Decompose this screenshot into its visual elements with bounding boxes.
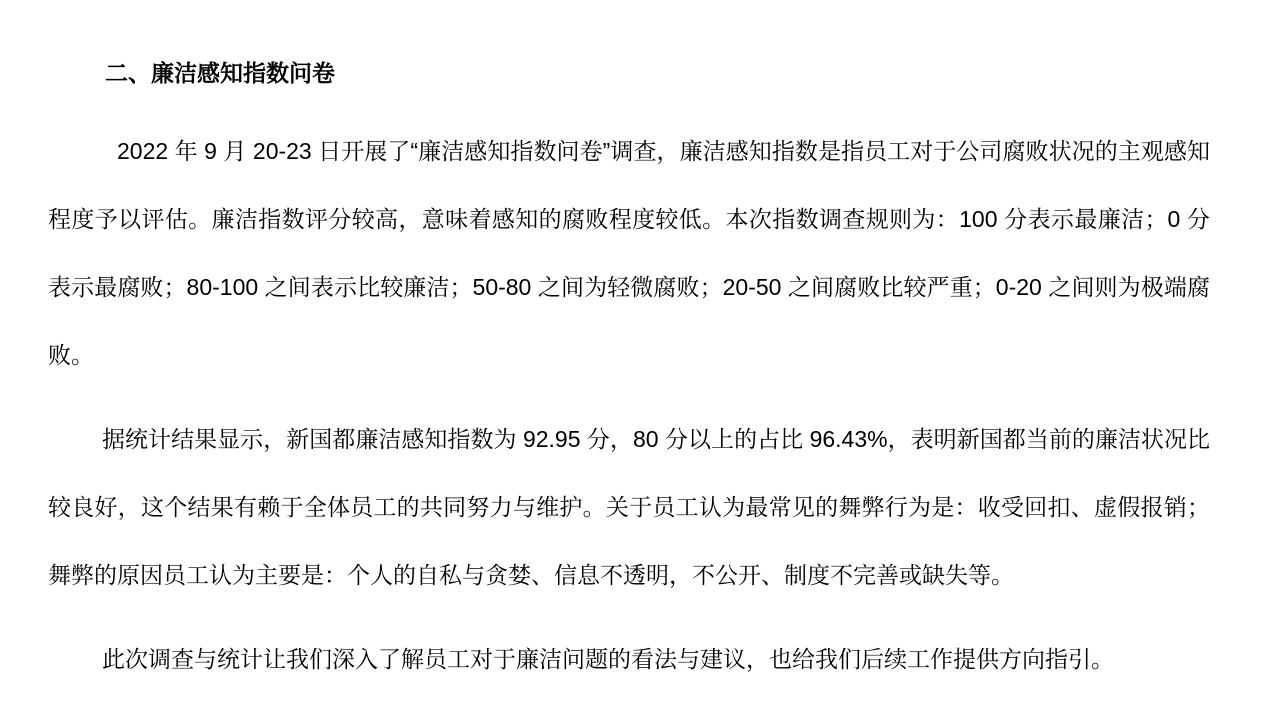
paragraph-survey-conclusion: 此次调查与统计让我们深入了解员工对于廉洁问题的看法与建议，也给我们后续工作提供方向指引。	[102, 646, 1114, 672]
paragraph-survey-results: 据统计结果显示，新国都廉洁感知指数为 92.95 分，80 分以上的占比 96.43%，表明新国都当前的廉洁状况比较良好，这个结果有赖于全体员工的共同努力与维护。关于员工认为最常见的舞弊行为是：收受回扣、虚假报销；舞弊的原因员工认为主要是：个人的自私与贪婪、信息不透明，不公开、制度不完善或缺失等。	[48, 426, 1210, 588]
section-heading: 二、廉洁感知指数问卷	[105, 60, 335, 86]
paragraph-survey-intro: 2022 年 9 月 20-23 日开展了“廉洁感知指数问卷”调查，廉洁感知指数是指员工对于公司腐败状况的主观感知程度予以评估。廉洁指数评分较高，意味着感知的腐败程度较低。本次指数调查规则为：100 分表示最廉洁；0 分表示最腐败；80-100 之间表示比较廉洁；50-80 之间为轻微腐败；20-50 之间腐败比较严重；0-20 之间则为极端腐败。	[48, 138, 1210, 368]
